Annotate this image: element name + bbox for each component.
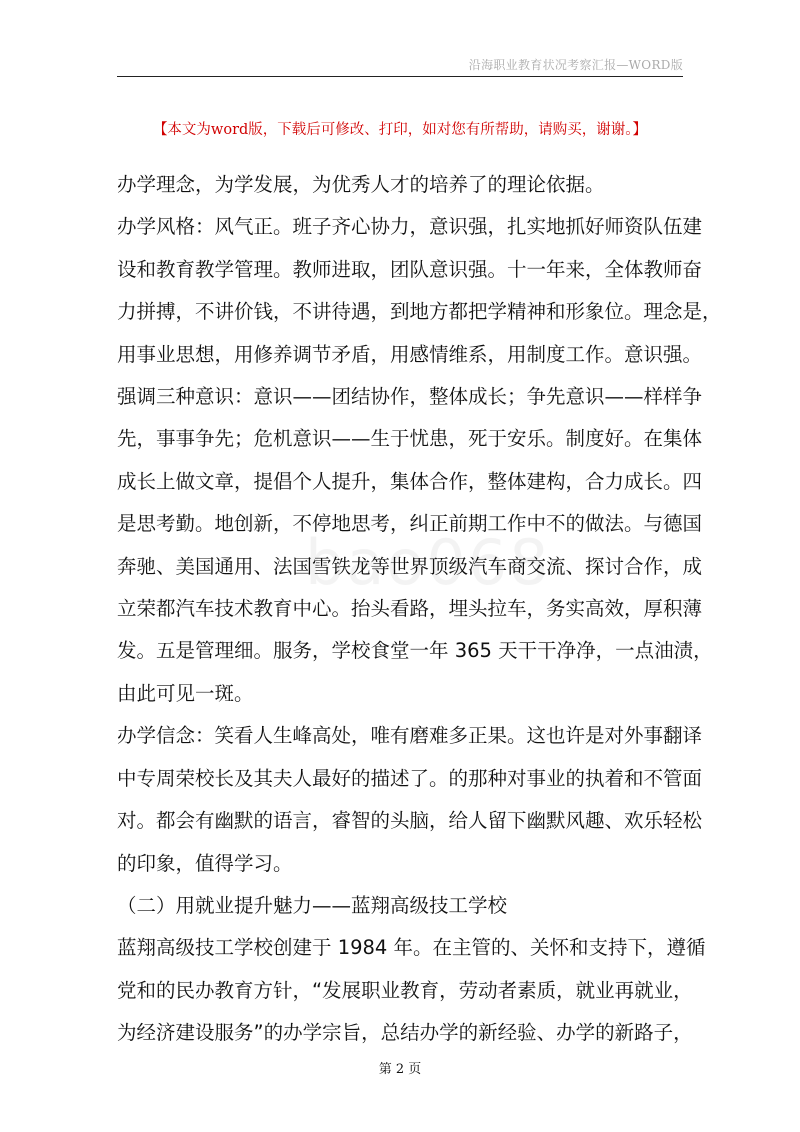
body-line: 为经济建设服务”的办学宗旨，总结办学的新经验、办学的新路子， [117,1021,693,1045]
body-line: 立荣都汽车技术教育中心。抬头看路，埋头拉车，务实高效，厚积薄 [117,597,703,621]
body-line: 奔驰、美国通用、法国雪铁龙等世界顶级汽车商交流、探讨合作，成 [117,554,703,578]
purchase-notice: 【本文为word版，下载后可修改、打印，如对您有所帮助，请购买，谢谢。】 [152,122,648,138]
body-line: 强调三种意识：意识——团结协作，整体成长；争先意识——样样争 [117,385,703,409]
page-number: 第 2 页 [378,1062,422,1077]
body-line: 由此可见一斑。 [117,681,254,705]
body-line: 是思考勤。地创新，不停地思考，纠正前期工作中不的做法。与德国 [117,512,703,536]
body-line: 设和教育教学管理。教师进取，团队意识强。十一年来，全体教师奋 [117,257,703,281]
body-line: 办学理念，为学发展，为优秀人才的培养了的理论依据。 [117,173,605,196]
section-heading: （二）用就业提升魅力——蓝翔高级技工学校 [117,893,508,917]
body-line: 对。都会有幽默的语言，睿智的头脑，给人留下幽默风趣、欢乐轻松 [117,809,703,833]
body-line: 党和的民办教育方针，“发展职业教育，劳动者素质，就业再就业， [117,978,693,1002]
body-line: 办学风格：风气正。班子齐心协力，意识强，扎实地抓好师资队伍建 [117,215,703,239]
body-line: 蓝翔高级技工学校创建于 1984 年。在主管的、关怀和支持下，遵循 [117,936,706,960]
body-line: 用事业思想，用修养调节矛盾，用感情维系，用制度工作。意识强。 [117,342,703,366]
running-header-title: 沿海职业教育状况考察汇报—WORD版 [468,58,683,72]
body-line: 的印象，值得学习。 [117,851,293,875]
body-text [117,164,722,1055]
body-line: 发。五是管理细。服务，学校食堂一年 365 天干干净净，一点油渍， [117,639,713,663]
body-line: 力拼搏，不讲价钱，不讲待遇，到地方都把学精神和形象位。理念是， [117,300,722,324]
body-line: 中专周荣校长及其夫人最好的描述了。的那种对事业的执着和不管面 [117,766,703,790]
body-line: 办学信念：笑看人生峰高处，唯有磨难多正果。这也许是对外事翻译 [117,724,703,748]
body-line: 先，事事争先；危机意识——生于忧患，死于安乐。制度好。在集体 [117,427,703,451]
body-line: 成长上做文章，提倡个人提升，集体合作，整体建构，合力成长。四 [117,469,703,493]
header-rule [117,76,683,77]
